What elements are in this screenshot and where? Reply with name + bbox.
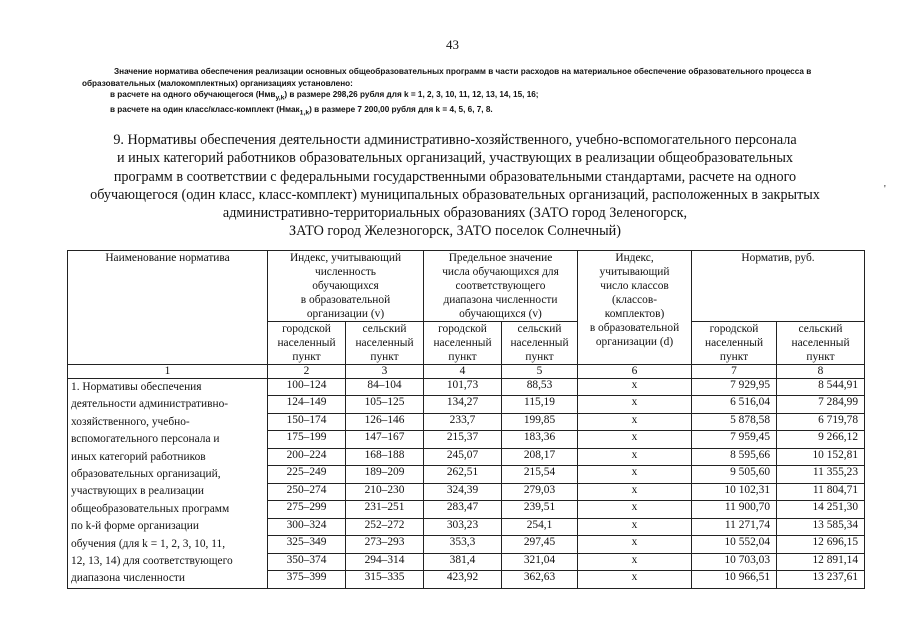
- header-text-line: пункт: [806, 351, 835, 363]
- header-text-line: числа обучающихся для: [442, 266, 559, 278]
- table-cell: 7 929,95: [692, 379, 777, 396]
- norm-name-line: 12, 13, 14) для соответствующего: [71, 555, 233, 568]
- table-cell: 273–293: [346, 536, 424, 553]
- table-cell: 84–104: [346, 379, 424, 396]
- table-cell: 10 102,31: [692, 483, 777, 500]
- header-urban: [424, 322, 502, 365]
- header-text-line: число классов: [600, 280, 669, 292]
- table-cell: 233,7: [424, 413, 502, 430]
- header-text-line: диапазона численности: [443, 294, 558, 306]
- header-text-line: населенный: [791, 337, 850, 349]
- header-text-line: сельский: [798, 323, 843, 335]
- table-cell: 175–199: [268, 431, 346, 448]
- header-rural: [777, 322, 865, 365]
- table-cell: x: [578, 396, 692, 413]
- norm-name-cell: [68, 379, 268, 589]
- section-heading: [60, 131, 850, 241]
- table-cell: x: [578, 448, 692, 465]
- header-text-line: организации (d): [595, 336, 674, 348]
- norm-name-line: по k-й форме организации: [71, 520, 199, 533]
- table-cell: x: [578, 536, 692, 553]
- header-urban: [692, 322, 777, 365]
- column-number: 6: [578, 365, 692, 379]
- header-text-line: комплектов): [604, 308, 665, 320]
- header-text-line: населенный: [355, 337, 414, 349]
- table-cell: 215,37: [424, 431, 502, 448]
- table-cell: x: [578, 518, 692, 535]
- table-cell: 124–149: [268, 396, 346, 413]
- norm-name-line: деятельности административно-: [71, 398, 229, 411]
- table-cell: 9 266,12: [777, 431, 865, 448]
- header-text-line: численность: [314, 266, 377, 278]
- table-cell: 150–174: [268, 413, 346, 430]
- heading-line: 9. Нормативы обеспечения деятельности административно-хозяйственного, учебно-вспомогательного персонала: [113, 132, 797, 148]
- norms-table: [67, 250, 865, 589]
- header-text-line: пункт: [292, 351, 321, 363]
- margin-mark: ': [884, 184, 886, 195]
- header-index-d: [578, 251, 692, 365]
- header-rural: [346, 322, 424, 365]
- column-number: 8: [777, 365, 865, 379]
- table-cell: 239,51: [502, 501, 578, 518]
- table-cell: 294–314: [346, 553, 424, 570]
- header-index-v: [268, 251, 424, 322]
- table-cell: 210–230: [346, 483, 424, 500]
- intro-text: [82, 66, 872, 119]
- column-number: 2: [268, 365, 346, 379]
- table-cell: 9 505,60: [692, 466, 777, 483]
- column-number: 4: [424, 365, 502, 379]
- table-cell: 101,73: [424, 379, 502, 396]
- table-cell: 11 804,71: [777, 483, 865, 500]
- column-number: 5: [502, 365, 578, 379]
- table-cell: 6 719,78: [777, 413, 865, 430]
- column-number: 1: [68, 365, 268, 379]
- table-cell: 12 696,15: [777, 536, 865, 553]
- heading-line: и иных категорий работников образовательных организаций, участвующих в реализации общеобразовательных: [116, 150, 793, 167]
- norm-name-line: образовательных организаций,: [71, 468, 221, 481]
- header-text-line: населенный: [277, 337, 336, 349]
- table-cell: 315–335: [346, 571, 424, 589]
- header-limit: [424, 251, 578, 322]
- table-cell: 250–274: [268, 483, 346, 500]
- table-cell: 381,4: [424, 553, 502, 570]
- header-text-line: сельский: [362, 323, 407, 335]
- heading-line: ЗАТО город Железногорск, ЗАТО поселок Солнечный): [289, 223, 621, 240]
- table-cell: 10 966,51: [692, 571, 777, 589]
- page-number: 43: [446, 37, 459, 52]
- table-cell: 11 271,74: [692, 518, 777, 535]
- header-text-line: населенный: [510, 337, 569, 349]
- header-text-line: городской: [709, 323, 759, 335]
- table-cell: 215,54: [502, 466, 578, 483]
- norm-name-line: вспомогательного персонала и: [71, 433, 220, 446]
- header-text-line: Предельное значение: [448, 252, 553, 264]
- table-cell: 7 959,45: [692, 431, 777, 448]
- header-name: Наименование норматива: [68, 251, 268, 365]
- header-text-line: (классов-: [611, 294, 658, 306]
- column-number: 7: [692, 365, 777, 379]
- header-text-line: соответствующего: [455, 280, 546, 292]
- table-cell: 245,07: [424, 448, 502, 465]
- header-rural: [502, 322, 578, 365]
- table-cell: 5 878,58: [692, 413, 777, 430]
- header-text-line: организации (v): [306, 308, 385, 320]
- column-numbers-row: [68, 365, 865, 379]
- table-cell: 375–399: [268, 571, 346, 589]
- header-text-line: обучающихся: [312, 280, 379, 292]
- table-cell: 115,19: [502, 396, 578, 413]
- table-cell: 300–324: [268, 518, 346, 535]
- table-cell: x: [578, 379, 692, 396]
- norm-name-line: диапазона численности: [71, 572, 185, 585]
- table-cell: 423,92: [424, 571, 502, 589]
- header-text-line: городской: [438, 323, 487, 335]
- table-cell: 208,17: [502, 448, 578, 465]
- table-cell: 325–349: [268, 536, 346, 553]
- table-cell: 10 552,04: [692, 536, 777, 553]
- table-cell: 147–167: [346, 431, 424, 448]
- norm-name-line: обучения (для k = 1, 2, 3, 10, 11,: [71, 537, 226, 550]
- table-cell: 6 516,04: [692, 396, 777, 413]
- table-row: [68, 379, 865, 396]
- header-text-line: в образовательной: [589, 322, 680, 334]
- table-cell: 105–125: [346, 396, 424, 413]
- table-body: [68, 379, 865, 589]
- table-cell: 303,23: [424, 518, 502, 535]
- table-cell: x: [578, 501, 692, 518]
- norm-name-line: иных категорий работников: [71, 450, 206, 463]
- table-cell: 183,36: [502, 431, 578, 448]
- table-cell: 10 703,03: [692, 553, 777, 570]
- header-text-line: пункт: [370, 351, 399, 363]
- table-cell: x: [578, 553, 692, 570]
- header-norm: Норматив, руб.: [692, 251, 865, 322]
- table-cell: 13 237,61: [777, 571, 865, 589]
- table-cell: 231–251: [346, 501, 424, 518]
- table-cell: 353,3: [424, 536, 502, 553]
- intro-line-2: в расчете на одного обучающегося (Нмв$_{у,k}$) в размере 298,26 рубля для k = 1, 2, 3, 10, 11, 12, 13, 14, 15, 16;: [110, 90, 539, 102]
- table-cell: x: [578, 571, 692, 589]
- table-cell: 8 595,66: [692, 448, 777, 465]
- table-cell: 199,85: [502, 413, 578, 430]
- table-cell: 88,53: [502, 379, 578, 396]
- header-text-line: населенный: [704, 337, 764, 349]
- table-cell: 168–188: [346, 448, 424, 465]
- table-cell: 12 891,14: [777, 553, 865, 570]
- heading-line: программ в соответствии с федеральными государственными образовательными стандартами, расчете на одного: [113, 168, 797, 185]
- header-urban: [268, 322, 346, 365]
- table-cell: 279,03: [502, 483, 578, 500]
- table-cell: 7 284,99: [777, 396, 865, 413]
- table-cell: 252–272: [346, 518, 424, 535]
- table-cell: 200–224: [268, 448, 346, 465]
- table-cell: 275–299: [268, 501, 346, 518]
- header-text-line: населенный: [433, 337, 492, 349]
- table-cell: 126–146: [346, 413, 424, 430]
- table-cell: x: [578, 466, 692, 483]
- heading-line: административно-территориальных образованиях (ЗАТО город Зеленогорск,: [222, 205, 688, 222]
- table-cell: 100–124: [268, 379, 346, 396]
- table-cell: 321,04: [502, 553, 578, 570]
- norm-name-line: участвующих в реализации: [71, 485, 205, 498]
- table-cell: 297,45: [502, 536, 578, 553]
- header-text-line: Индекс, учитывающий: [289, 252, 402, 264]
- table-cell: 283,47: [424, 501, 502, 518]
- header-text-line: обучающихся (v): [459, 308, 542, 320]
- table-cell: 225–249: [268, 466, 346, 483]
- header-text-line: пункт: [719, 351, 749, 363]
- table-cell: 13 585,34: [777, 518, 865, 535]
- table-cell: 262,51: [424, 466, 502, 483]
- header-text-line: сельский: [517, 323, 562, 335]
- header-text-line: в образовательной: [300, 294, 391, 306]
- header-text-line: городской: [282, 323, 331, 335]
- table-cell: 324,39: [424, 483, 502, 500]
- intro-line-1: Значение норматива обеспечения реализации основных общеобразовательных программ в части расходов на материальное обеспечение образовательного процесса в образовательных (малокомплектных) организациях установлено:: [82, 67, 812, 88]
- table-cell: 8 544,91: [777, 379, 865, 396]
- table-cell: 10 152,81: [777, 448, 865, 465]
- table-cell: x: [578, 431, 692, 448]
- table-cell: 11 355,23: [777, 466, 865, 483]
- norm-name-line: 1. Нормативы обеспечения: [71, 381, 202, 393]
- table-cell: x: [578, 413, 692, 430]
- norm-name-line: общеобразовательных программ: [71, 502, 230, 515]
- column-number: 3: [346, 365, 424, 379]
- norm-name-line: хозяйственного, учебно-: [71, 415, 190, 428]
- table-cell: 134,27: [424, 396, 502, 413]
- header-text-line: учитывающий: [599, 266, 670, 278]
- table-cell: 254,1: [502, 518, 578, 535]
- header-text-line: пункт: [525, 351, 554, 363]
- table-cell: 350–374: [268, 553, 346, 570]
- table-cell: 14 251,30: [777, 501, 865, 518]
- table-cell: 11 900,70: [692, 501, 777, 518]
- header-text-line: пункт: [448, 351, 477, 363]
- heading-line: обучающегося (один класс, класс-комплект) муниципальных образовательных организаций, расположенных в закрытых: [90, 186, 820, 203]
- table-cell: 189–209: [346, 466, 424, 483]
- table-cell: x: [578, 483, 692, 500]
- header-text-line: Индекс,: [615, 252, 654, 264]
- intro-line-3: в расчете на один класс/класс-комплект (Нмак$_{1,k}$) в размере 7 200,00 рубля для k = 4, 5, 6, 7, 8.: [110, 105, 493, 117]
- table-cell: 362,63: [502, 571, 578, 589]
